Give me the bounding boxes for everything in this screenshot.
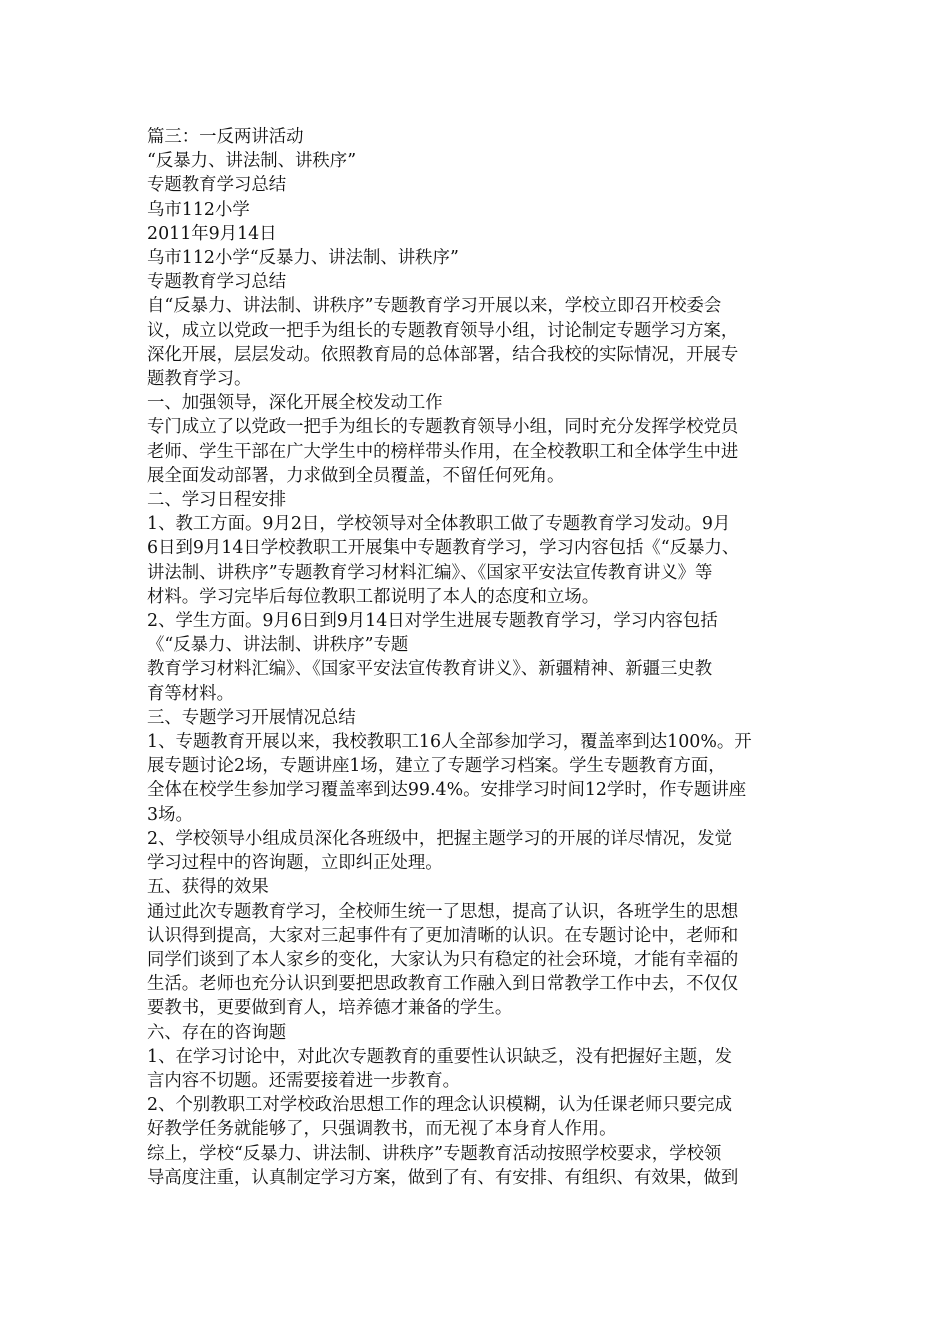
doc-line: 2011年9月14日 xyxy=(147,223,277,244)
doc-line: 同学们谈到了本人家乡的变化，大家认为只有稳定的社会环境，才能有幸福的 xyxy=(147,949,739,970)
doc-line: 认识得到提高，大家对三起事件有了更加清晰的认识。在专题讨论中，老师和 xyxy=(147,925,739,946)
doc-line: 好教学任务就能够了，只强调教书，而无视了本身育人作用。 xyxy=(147,1119,617,1140)
document-page xyxy=(147,125,812,1190)
doc-line: 1、教工方面。9月2日，学校领导对全体教职工做了专题教育学习发动。9月 xyxy=(147,514,731,535)
doc-line: 学习过程中的咨询题，立即纠正处理。 xyxy=(147,853,443,874)
doc-line: 3场。 xyxy=(147,804,193,825)
doc-line: 全体在校学生参加学习覆盖率到达99.4%。安排学习时间12学时，作专题讲座 xyxy=(147,780,747,801)
doc-line: 《“反暴力、讲法制、讲秩序”专题 xyxy=(147,635,409,656)
doc-line: 展全面发动部署，力求做到全员覆盖，不留任何死角。 xyxy=(147,465,565,486)
doc-line: 乌市112小学“反暴力、讲法制、讲秩序” xyxy=(147,248,459,269)
doc-line: 专题教育学习总结 xyxy=(147,272,287,293)
doc-line: 6日到9月14日学校教职工开展集中专题教育学习，学习内容包括《“反暴力、 xyxy=(147,538,740,559)
doc-line: 一、加强领导，深化开展全校发动工作 xyxy=(147,393,443,414)
doc-line: 讲法制、讲秩序”专题教育学习材料汇编》、《国家平安法宣传教育讲义》等 xyxy=(147,562,713,583)
doc-line: 教育学习材料汇编》、《国家平安法宣传教育讲义》、新疆精神、新疆三史教 xyxy=(147,659,713,680)
doc-line: 议，成立以党政一把手为组长的专题教育领导小组，讨论制定专题学习方案， xyxy=(147,320,739,341)
doc-line: 老师、学生干部在广大学生中的榜样带头作用，在全校教职工和全体学生中进 xyxy=(147,441,739,462)
doc-line: “反暴力、讲法制、讲秩序” xyxy=(147,151,357,172)
doc-line: 生活。老师也充分认识到要把思政教育工作融入到日常教学工作中去，不仅仅 xyxy=(147,974,739,995)
doc-line: 1、在学习讨论中，对此次专题教育的重要性认识缺乏，没有把握好主题，发 xyxy=(147,1046,732,1067)
doc-line: 2、学校领导小组成员深化各班级中，把握主题学习的开展的详尽情况，发觉 xyxy=(147,828,732,849)
doc-line: 专题教育学习总结 xyxy=(147,175,287,196)
doc-line: 二、学习日程安排 xyxy=(147,490,287,511)
doc-line: 展专题讨论2场，专题讲座1场，建立了专题学习档案。学生专题教育方面， xyxy=(147,756,726,777)
doc-line: 深化开展，层层发动。依照教育局的总体部署，结合我校的实际情况，开展专 xyxy=(147,344,739,365)
doc-line: 材料。学习完毕后每位教职工都说明了本人的态度和立场。 xyxy=(147,586,600,607)
doc-line: 要教书，更要做到育人，培养德才兼备的学生。 xyxy=(147,998,513,1019)
doc-line: 导高度注重，认真制定学习方案，做到了有、有安排、有组织、有效果，做到 xyxy=(147,1167,739,1188)
doc-line: 篇三：一反两讲活动 xyxy=(147,127,304,147)
doc-line: 三、专题学习开展情况总结 xyxy=(147,707,356,728)
doc-line: 通过此次专题教育学习，全校师生统一了思想，提高了认识，各班学生的思想 xyxy=(147,901,739,922)
doc-line: 综上，学校“反暴力、讲法制、讲秩序”专题教育活动按照学校要求，学校领 xyxy=(147,1143,722,1164)
doc-line: 专门成立了以党政一把手为组长的专题教育领导小组，同时充分发挥学校党员 xyxy=(147,417,739,438)
doc-line: 2、学生方面。9月6日到9月14日对学生进展专题教育学习，学习内容包括 xyxy=(147,611,718,632)
doc-line: 2、个别教职工对学校政治思想工作的理念认识模糊，认为任课老师只要完成 xyxy=(147,1095,732,1116)
doc-line: 自“反暴力、讲法制、讲秩序”专题教育学习开展以来，学校立即召开校委会 xyxy=(147,296,722,317)
doc-line: 言内容不切题。还需要接着进一步教育。 xyxy=(147,1070,461,1091)
doc-line: 六、存在的咨询题 xyxy=(147,1022,287,1043)
doc-line: 乌市112小学 xyxy=(147,199,250,220)
doc-line: 育等材料。 xyxy=(147,683,234,704)
doc-line: 1、专题教育开展以来，我校教职工16人全部参加学习，覆盖率到达100%。开 xyxy=(147,732,752,753)
doc-line: 题教育学习。 xyxy=(147,369,252,390)
doc-line: 五、获得的效果 xyxy=(147,877,269,898)
